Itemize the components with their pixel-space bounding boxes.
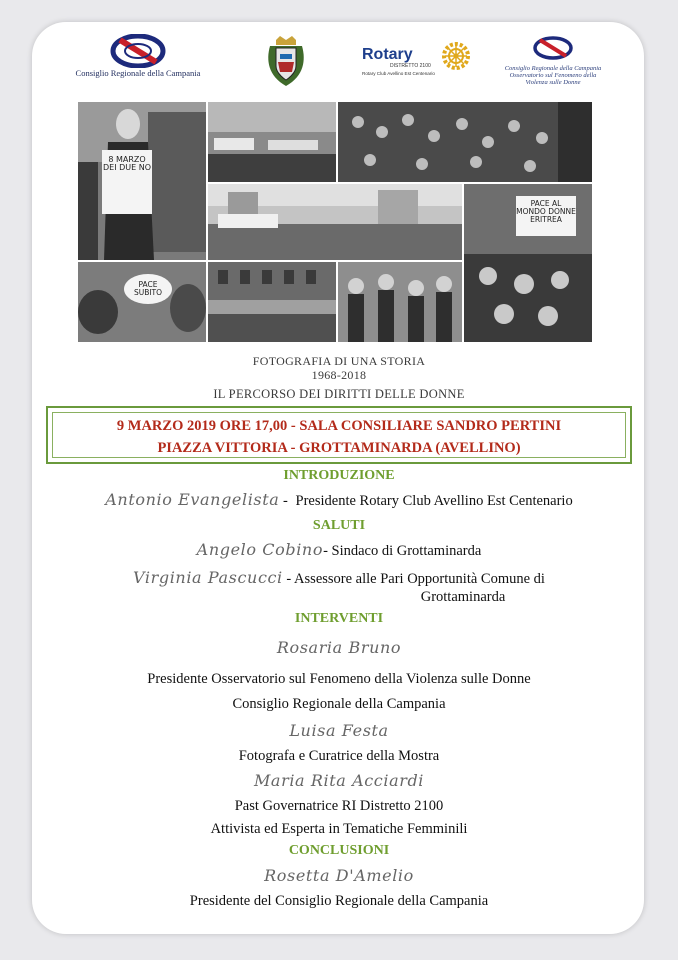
photo-woman-sign	[78, 102, 206, 260]
campania-emblem-icon	[110, 34, 166, 68]
photo-palazzo-square	[208, 262, 336, 342]
photo-large-crowd	[338, 102, 592, 182]
photo-women-march	[338, 262, 462, 342]
consiglio-regionale-logo	[68, 34, 208, 90]
osservatorio-emblem-icon	[533, 36, 573, 60]
consiglio-regionale-text: Consiglio Regionale della Campania	[75, 68, 201, 78]
heading-interventi: INTERVENTI	[294, 611, 384, 626]
speaker-acciardi-role-2: Attivista ed Esperta in Tematiche Femminili	[210, 821, 468, 837]
speaker-rosaria-bruno-role-1: Presidente Osservatorio sul Fenomeno della Violenza sulle Donne	[147, 671, 531, 687]
intro-speaker-role: Presidente Rotary Club Avellino Est Centenario	[295, 493, 573, 509]
rotary-club: Rotary Club Avellino Est Centenario	[362, 71, 435, 76]
osservatorio-line2: Osservatorio sul Fenomeno della	[509, 72, 597, 79]
town-crest-icon	[262, 36, 310, 88]
heading-conclusioni: CONCLUSIONI	[288, 843, 390, 858]
speaker-maria-rita-acciardi: Maria Rita Acciardi	[253, 771, 425, 790]
saluti-speaker-1	[0, 540, 678, 560]
photo-pace-mondo	[464, 184, 592, 342]
photo-piazza-march	[208, 184, 462, 260]
speaker-rosaria-bruno-role-2: Consiglio Regionale della Campania	[232, 696, 446, 712]
speaker-rosaria-bruno: Rosaria Bruno	[276, 638, 402, 657]
grottaminarda-crest	[262, 36, 310, 88]
sign-pace-al-mondo: PACE AL MONDO DONNE ERITREA	[516, 196, 576, 236]
rotary-wheel-icon	[442, 42, 470, 70]
sign-pace-subito: PACE SUBITO	[124, 274, 172, 304]
speaker-rosetta-damelio: Rosetta D'Amelio	[264, 866, 414, 885]
saluti-speaker-1-name: Angelo Cobino	[196, 540, 324, 559]
saluti-speaker-2-name: Virginia Pascucci	[133, 568, 283, 587]
osservatorio-logo	[498, 36, 608, 94]
sign-8-marzo: 8 MARZO DEI DUE NO	[102, 150, 152, 214]
osservatorio-line3: Violenza sulle Donne	[525, 79, 581, 86]
title-line-3: IL PERCORSO DEI DIRITTI DELLE DONNE	[213, 387, 465, 401]
event-location: PIAZZA VITTORIA - GROTTAMINARDA (AVELLINO)	[157, 440, 521, 456]
intro-speaker-name: Antonio Evangelista	[105, 490, 280, 509]
photo-crowd-banners	[208, 102, 336, 182]
saluti-speaker-2-role-cont: Grottaminarda	[420, 589, 506, 605]
title-line-1: FOTOGRAFIA DI UNA STORIA	[252, 354, 426, 368]
photo-pace-subito	[78, 262, 206, 342]
heading-introduzione: INTRODUZIONE	[283, 468, 395, 483]
heading-saluti: SALUTI	[312, 518, 366, 533]
title-years: 1968-2018	[311, 368, 367, 382]
speaker-luisa-festa-role: Fotografa e Curatrice della Mostra	[238, 748, 440, 764]
event-details-box	[46, 406, 632, 464]
rotary-logo	[356, 38, 474, 82]
saluti-speaker-2	[0, 568, 678, 588]
saluti-speaker-2-role: - Assessore alle Pari Opportunità Comune di	[282, 571, 545, 587]
intro-speaker	[0, 490, 678, 510]
saluti-speaker-1-role: - Sindaco di Grottaminarda	[323, 543, 482, 559]
event-date-venue: 9 MARZO 2019 ORE 17,00 - SALA CONSILIARE SANDRO PERTINI	[116, 418, 562, 434]
speaker-rosetta-damelio-role: Presidente del Consiglio Regionale della Campania	[189, 893, 489, 909]
intro-speaker-sep: -	[279, 493, 292, 509]
rotary-name: Rotary	[362, 46, 413, 63]
photo-collage	[78, 102, 592, 342]
speaker-luisa-festa: Luisa Festa	[289, 721, 389, 740]
osservatorio-line1: Consiglio Regionale della Campania	[504, 65, 602, 72]
rotary-district: DISTRETTO 2100	[390, 63, 431, 69]
speaker-acciardi-role-1: Past Governatrice RI Distretto 2100	[234, 798, 444, 814]
